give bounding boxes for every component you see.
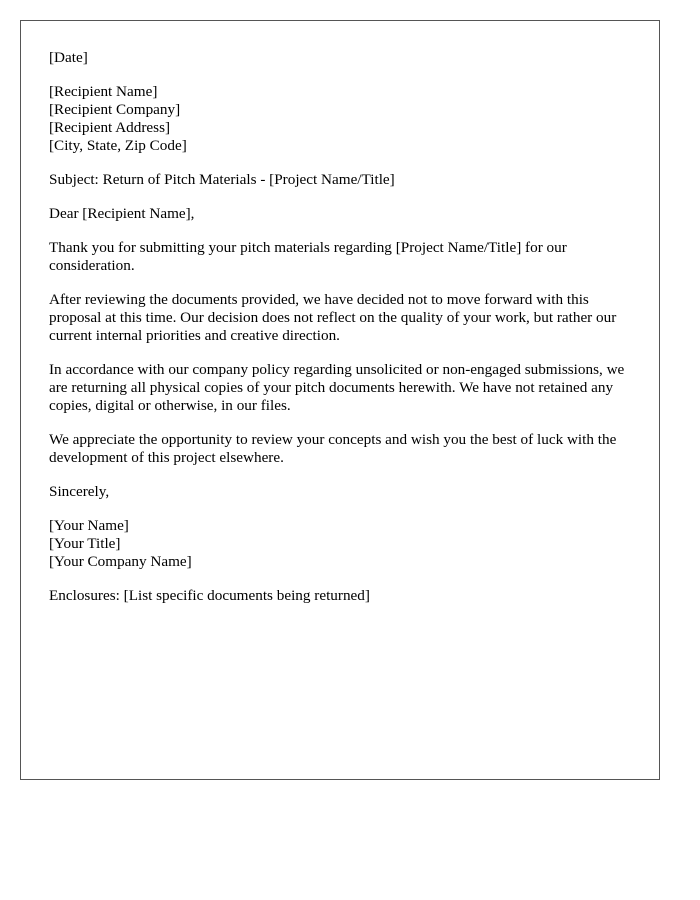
- signature-name: [Your Name]: [49, 517, 129, 534]
- signature-company: [Your Company Name]: [49, 553, 192, 570]
- letter-date: [Date]: [49, 49, 88, 66]
- recipient-name: [Recipient Name]: [49, 83, 158, 100]
- body-paragraph-1: Thank you for submitting your pitch materials regarding [Project Name/Title] for our consideration.: [49, 239, 567, 274]
- letter-page: [20, 20, 660, 780]
- signature-title: [Your Title]: [49, 535, 121, 552]
- recipient-city-state-zip: [City, State, Zip Code]: [49, 137, 187, 154]
- letter-content: [49, 49, 639, 621]
- signature-block: [49, 517, 639, 571]
- letter-salutation: Dear [Recipient Name],: [49, 205, 195, 222]
- letter-closing: Sincerely,: [49, 483, 110, 500]
- letter-subject: Subject: Return of Pitch Materials - [Project Name/Title]: [49, 171, 395, 188]
- recipient-company: [Recipient Company]: [49, 101, 181, 118]
- body-paragraph-2: After reviewing the documents provided, we have decided not to move forward with this proposal at this time. Our decision does not reflect on the quality of your work, but rather our current internal priorities and creative direction.: [49, 291, 617, 344]
- recipient-address: [Recipient Address]: [49, 119, 171, 136]
- body-paragraph-3: In accordance with our company policy regarding unsolicited or non-engaged submissions, we are returning all physical copies of your pitch documents herewith. We have not retained any copies, digital or otherwise, in our files.: [49, 361, 625, 414]
- recipient-block: [49, 83, 639, 155]
- letter-enclosures: Enclosures: [List specific documents being returned]: [49, 587, 370, 604]
- body-paragraph-4: We appreciate the opportunity to review your concepts and wish you the best of luck with the development of this project elsewhere.: [49, 431, 617, 466]
